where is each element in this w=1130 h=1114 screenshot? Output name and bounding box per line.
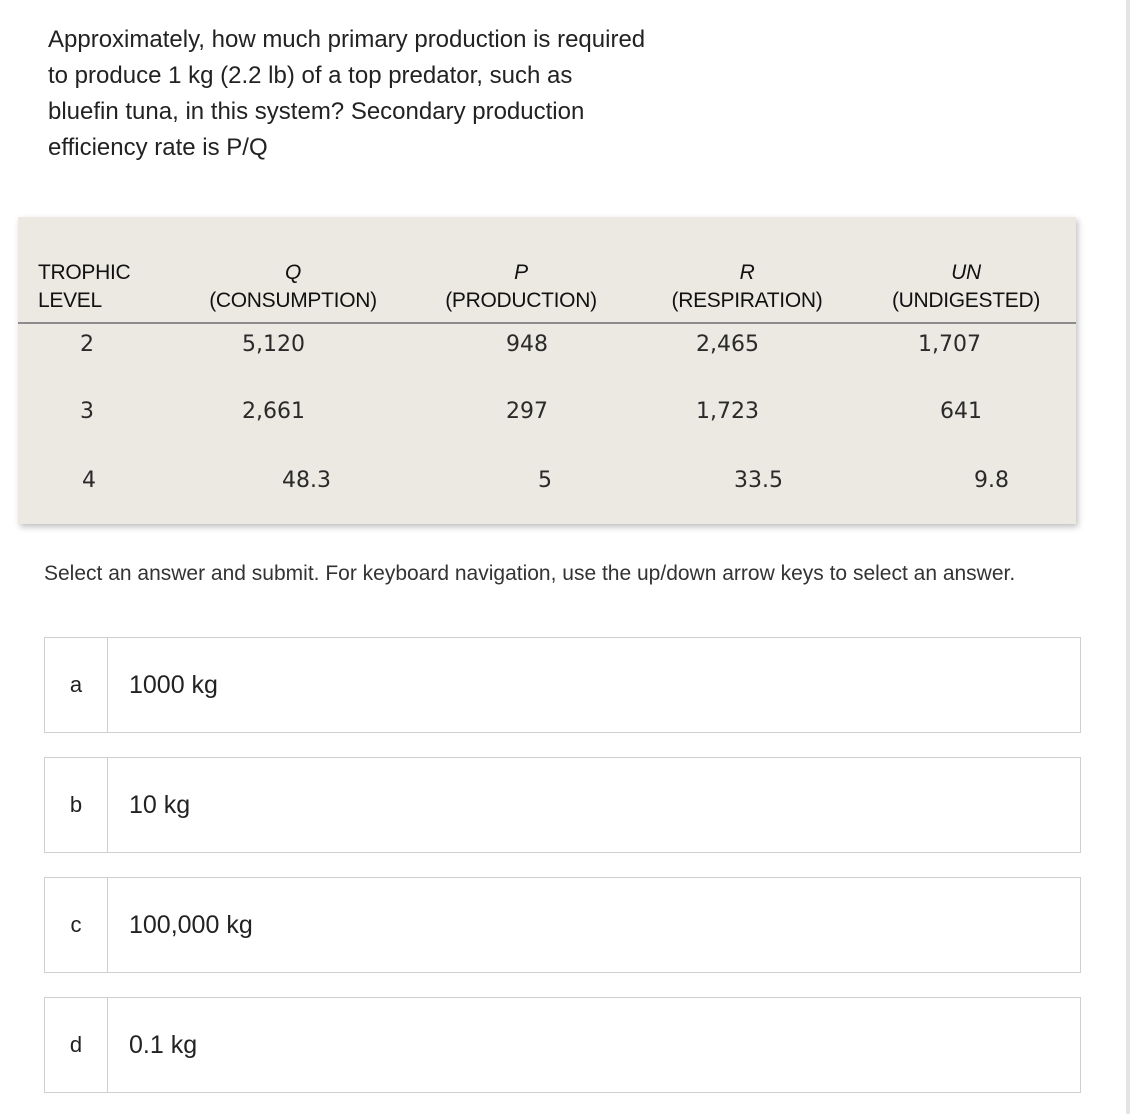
header-q-symbol: Q [284,261,302,284]
option-letter: c [45,878,108,972]
cell-un: 641 [940,399,982,424]
option-text: 0.1 kg [129,1031,198,1059]
option-letter: b [45,758,108,852]
cell-p: 297 [506,399,548,424]
header-q-label: (CONSUMPTION) [209,289,377,312]
option-text: 1000 kg [129,671,218,699]
header-p-symbol: P [514,261,528,284]
cell-level: 3 [80,399,94,424]
instructions: Select an answer and submit. For keyboard navigation, use the up/down arrow keys to select an answer. [44,562,1016,585]
cell-p: 5 [538,468,552,493]
option-letter: a [45,638,108,732]
answer-option-c[interactable] [44,877,1081,973]
trophic-table [18,217,1076,524]
cell-level: 2 [80,332,94,357]
cell-level: 4 [82,468,96,493]
cell-r: 2,465 [696,332,759,357]
header-trophic-line2: LEVEL [38,289,102,312]
option-text: 100,000 kg [129,911,253,939]
header-consumption [186,259,400,315]
page-edge [1126,0,1130,1114]
header-divider [18,322,1076,324]
cell-q: 2,661 [242,399,305,424]
answer-option-d[interactable] [44,997,1081,1093]
header-r-label: (RESPIRATION) [671,289,823,312]
cell-q: 48.3 [282,468,331,493]
cell-q: 5,120 [242,332,305,357]
cell-r: 33.5 [734,468,783,493]
option-text: 10 kg [129,791,191,819]
cell-r: 1,723 [696,399,759,424]
cell-p: 948 [506,332,548,357]
header-un-symbol: UN [951,261,981,284]
answer-option-a[interactable] [44,637,1081,733]
question-text: Approximately, how much primary production is required to produce 1 kg (2.2 lb) of a top predator, such as bluefin tuna, in this system? Secondary production efficiency rate is P/Q [48,26,646,161]
cell-un: 1,707 [918,332,981,357]
header-production [423,259,619,315]
answer-option-b[interactable] [44,757,1081,853]
header-trophic-line1: TROPHIC [38,261,131,284]
header-r-symbol: R [739,261,755,284]
cell-un: 9.8 [974,468,1009,493]
header-p-label: (PRODUCTION) [445,289,597,312]
header-undigested [870,259,1062,315]
header-trophic-level [38,259,130,315]
option-letter: d [45,998,108,1092]
header-un-label: (UNDIGESTED) [891,289,1041,312]
header-respiration [652,259,842,315]
